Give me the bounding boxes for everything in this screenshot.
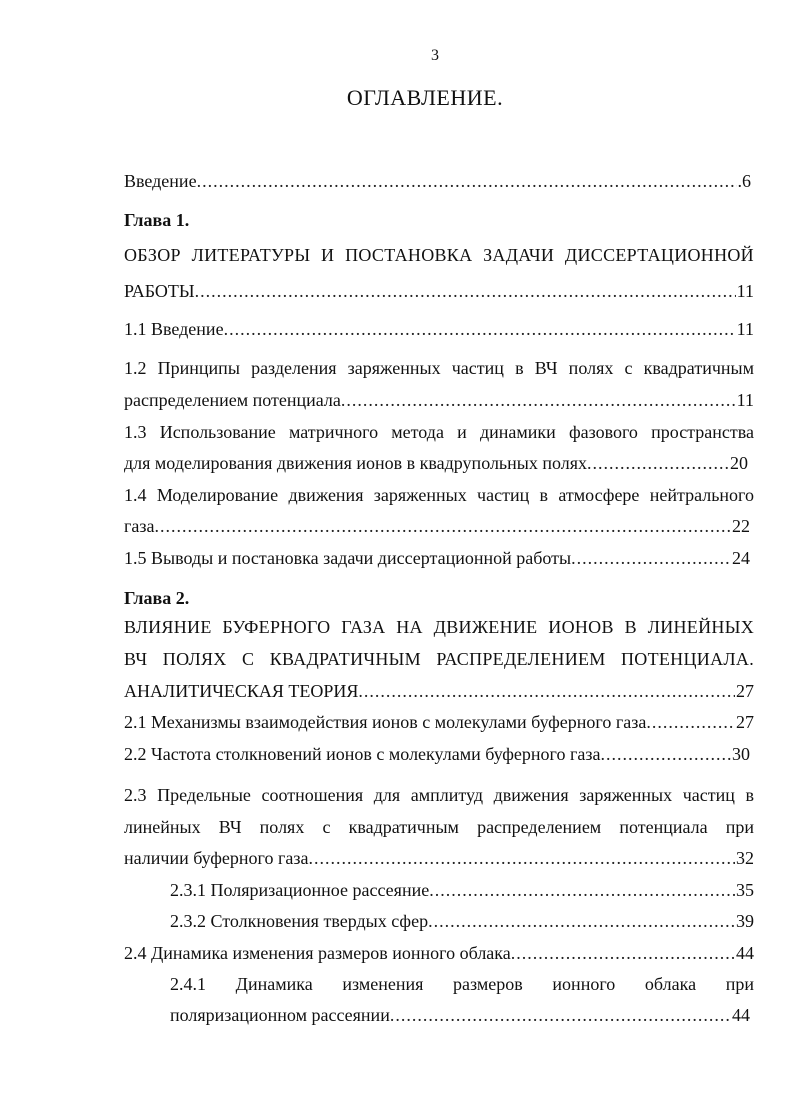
toc-page-number: 20 — [730, 453, 748, 473]
toc-page-number: 11 — [736, 390, 754, 410]
toc-entry-label: для моделирования движения ионов в квадрупольных полях — [124, 453, 588, 473]
toc-entry-label: 2.3.1 Поляризационное рассеяние — [170, 880, 430, 900]
toc-entry-label: 2.3.2 Столкновения твердых сфер — [170, 911, 429, 931]
toc-entry-2-3-1[interactable] — [170, 879, 754, 901]
toc-entry-label: распределением потенциала — [124, 390, 341, 410]
leader-dots — [154, 515, 731, 537]
toc-page-number: 39 — [736, 911, 754, 931]
toc-entry-label: 1.1 Введение — [124, 319, 224, 339]
toc-entry-label: 1.5 Выводы и постановка задачи диссертационной работы — [124, 548, 572, 568]
leader-dots — [197, 170, 737, 192]
toc-page-number: 44 — [732, 1005, 750, 1025]
toc-entry-label: АНАЛИТИЧЕСКАЯ ТЕОРИЯ — [124, 681, 359, 701]
toc-page-number: 35 — [736, 880, 754, 900]
chapter-2-title-line1[interactable]: ВЛИЯНИЕ БУФЕРНОГО ГАЗА НА ДВИЖЕНИЕ ИОНОВ В ЛИНЕЙНЫХ — [124, 617, 754, 637]
toc-entry-2-4[interactable] — [124, 942, 754, 964]
toc-page-number: 30 — [732, 744, 750, 764]
toc-entry-label: РАБОТЫ — [124, 281, 195, 301]
toc-page-number: 32 — [736, 848, 754, 868]
leader-dots — [571, 547, 731, 569]
toc-entry-label: наличии буферного газа — [124, 848, 309, 868]
toc-page-number: 27 — [736, 681, 754, 701]
toc-entry-1-3-line1[interactable]: 1.3 Использование матричного метода и динамики фазового пространства — [124, 422, 754, 442]
leader-dots — [341, 389, 736, 411]
leader-dots — [308, 847, 735, 869]
chapter-1-title-line1[interactable]: ОБЗОР ЛИТЕРАТУРЫ И ПОСТАНОВКА ЗАДАЧИ ДИССЕРТАЦИОННОЙ — [124, 245, 754, 265]
chapter-1-heading: Глава 1. — [124, 210, 190, 230]
leader-dots — [390, 1004, 731, 1026]
toc-entry-2-2[interactable] — [124, 743, 750, 765]
toc-entry-1-1[interactable] — [124, 318, 754, 340]
toc-entry-2-3-line2[interactable]: линейных ВЧ полях с квадратичным распределением потенциала при — [124, 817, 754, 837]
toc-page-number: 27 — [736, 712, 754, 732]
chapter-2-heading: Глава 2. — [124, 588, 190, 608]
leader-dots — [224, 318, 736, 340]
toc-page-number: 24 — [732, 548, 750, 568]
toc-entry-chapter-1[interactable] — [124, 280, 754, 302]
toc-entry-label: 2.1 Механизмы взаимодействия ионов с молекулами буферного газа — [124, 712, 647, 732]
page-number: 3 — [431, 47, 439, 64]
page-title: ОГЛАВЛЕНИЕ. — [346, 85, 504, 110]
toc-entry-label: газа — [124, 516, 155, 536]
toc-entry-intro[interactable] — [124, 170, 751, 192]
toc-entry-label: 2.2 Частота столкновений ионов с молекулами буферного газа — [124, 744, 601, 764]
toc-entry-2-1[interactable] — [124, 711, 754, 733]
leader-dots — [195, 280, 736, 302]
toc-page-number: 11 — [736, 281, 754, 301]
toc-entry-label: Введение — [124, 171, 197, 191]
toc-entry-2-4-1[interactable] — [170, 1004, 750, 1026]
toc-entry-1-2[interactable] — [124, 389, 754, 411]
toc-page-number: 22 — [732, 516, 750, 536]
toc-entry-chapter-2[interactable] — [124, 680, 754, 702]
leader-dots — [587, 452, 729, 474]
chapter-2-title-line2[interactable]: ВЧ ПОЛЯХ С КВАДРАТИЧНЫМ РАСПРЕДЕЛЕНИЕМ ПОТЕНЦИАЛА. — [124, 649, 754, 669]
toc-page-number: .6 — [737, 171, 751, 191]
toc-entry-label: 2.4 Динамика изменения размеров ионного облака — [124, 943, 511, 963]
toc-entry-1-2-line1[interactable]: 1.2 Принципы разделения заряженных частиц в ВЧ полях с квадратичным — [124, 358, 754, 378]
toc-entry-2-3-2[interactable] — [170, 910, 754, 932]
toc-entry-1-4-line1[interactable]: 1.4 Моделирование движения заряженных частиц в атмосфере нейтрального — [124, 485, 754, 505]
toc-entry-1-3[interactable] — [124, 452, 748, 474]
leader-dots — [600, 743, 731, 765]
toc-entry-1-4[interactable] — [124, 515, 750, 537]
leader-dots — [429, 879, 735, 901]
leader-dots — [358, 680, 735, 702]
toc-page-number: 11 — [736, 319, 754, 339]
toc-entry-1-5[interactable] — [124, 547, 750, 569]
leader-dots — [646, 711, 735, 733]
leader-dots — [511, 942, 735, 964]
toc-entry-2-4-1-line1[interactable]: 2.4.1 Динамика изменения размеров ионного облака при — [170, 974, 754, 994]
toc-entry-2-3-line1[interactable]: 2.3 Предельные соотношения для амплитуд движения заряженных частиц в — [124, 785, 754, 805]
toc-entry-2-3[interactable] — [124, 847, 754, 869]
toc-entry-label: поляризационном рассеянии — [170, 1005, 390, 1025]
toc-page-number: 44 — [736, 943, 754, 963]
leader-dots — [428, 910, 735, 932]
